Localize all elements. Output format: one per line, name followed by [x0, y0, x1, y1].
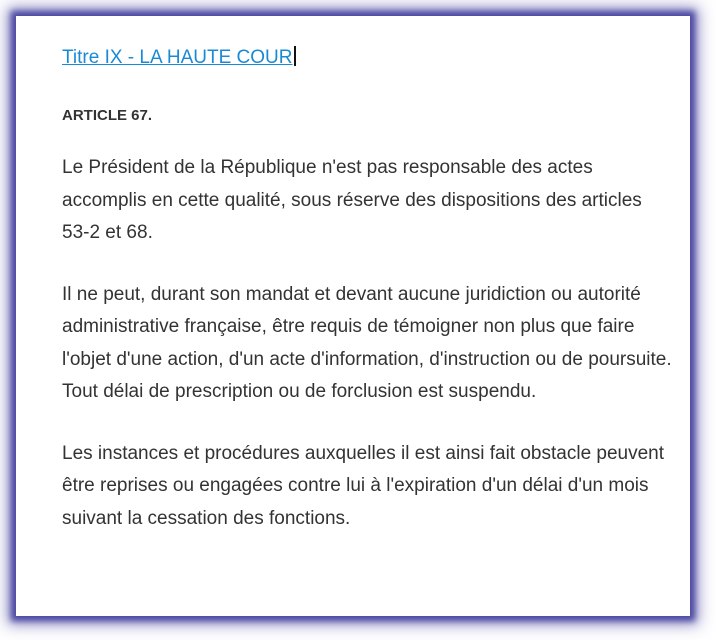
paragraph-2: Il ne peut, durant son mandat et devant aucune juridiction ou autorité administrative française, être requis de témoigner non plus que faire l'objet d'une action, d'un acte d'information, d'instruction ou de poursuite. Tout délai de prescription ou de forclusion est suspendu. — [62, 283, 672, 402]
article-heading: ARTICLE 67. — [62, 107, 153, 124]
paragraph-3: Les instances et procédures auxquelles il est ainsi fait obstacle peuvent être reprises ou engagées contre lui à l'expiration d'un délai d'un mois suivant la cessation des fonctions. — [62, 442, 665, 529]
title-link[interactable]: Titre IX - LA HAUTE COUR — [62, 47, 293, 68]
document-content — [62, 46, 672, 535]
paragraph-1: Le Président de la République n'est pas responsable des actes accomplis en cette qualité, sous réserve des dispositions des articles 53-2 et 68. — [62, 157, 642, 243]
title-line — [62, 46, 672, 70]
document-frame — [16, 16, 690, 616]
text-cursor — [294, 46, 296, 66]
